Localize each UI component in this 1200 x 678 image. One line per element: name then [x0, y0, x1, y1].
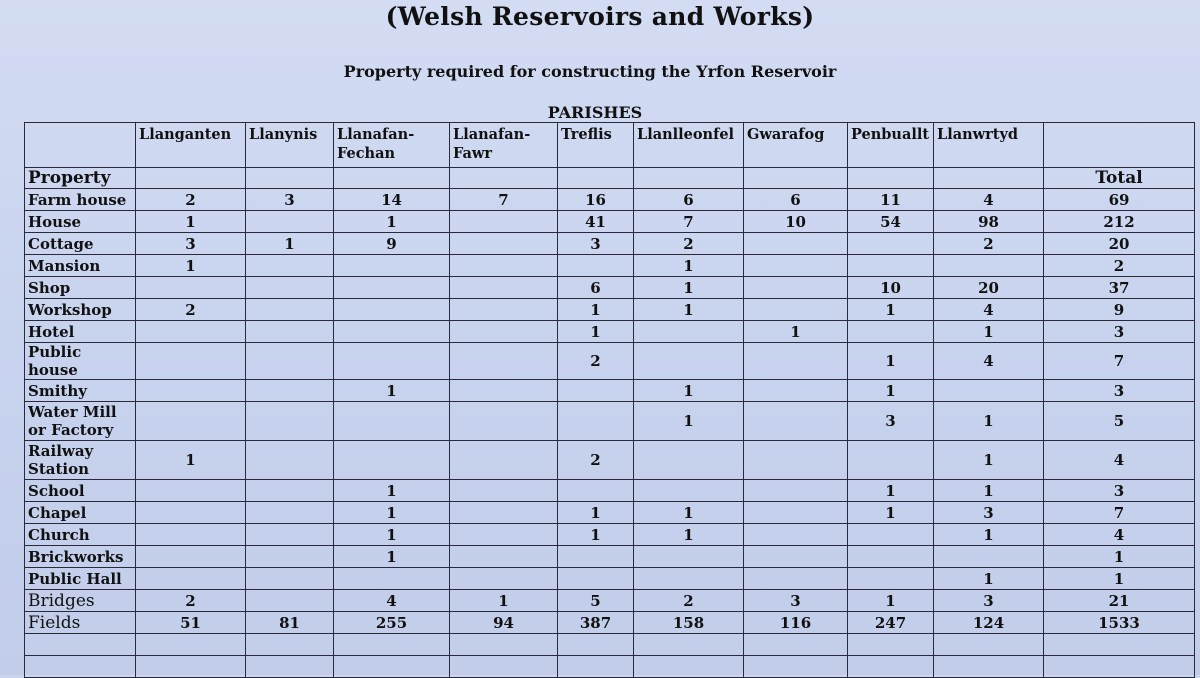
table-cell	[246, 343, 334, 380]
table-cell: 387	[558, 612, 634, 634]
table-cell: 5	[558, 590, 634, 612]
table-cell: 2	[558, 441, 634, 480]
table-cell	[450, 277, 558, 299]
row-label: Cottage	[25, 233, 136, 255]
row-total: 9	[1044, 299, 1195, 321]
row-total: 20	[1044, 233, 1195, 255]
table-cell: 1	[934, 441, 1044, 480]
table-cell	[744, 524, 848, 546]
table-cell: 1	[634, 277, 744, 299]
blank-cell	[25, 656, 136, 678]
blank-cell	[450, 634, 558, 656]
table-cell: 1	[450, 590, 558, 612]
table-cell: 1	[558, 524, 634, 546]
property-column-label: Property	[25, 168, 136, 189]
table-cell	[334, 321, 450, 343]
table-cell	[934, 255, 1044, 277]
row-label: Workshop	[25, 299, 136, 321]
table-cell: 1	[136, 441, 246, 480]
blank-cell	[634, 656, 744, 678]
table-cell: 1	[848, 502, 934, 524]
table-cell	[334, 343, 450, 380]
table-cell: 1	[934, 480, 1044, 502]
table-cell	[450, 402, 558, 441]
table-row	[25, 441, 1195, 480]
table-cell	[450, 321, 558, 343]
table-row	[25, 380, 1195, 402]
table-cell	[848, 524, 934, 546]
table-cell: 1	[334, 502, 450, 524]
row-total: 37	[1044, 277, 1195, 299]
row-label: Water Mill or Factory	[25, 402, 136, 441]
table-cell: 4	[934, 299, 1044, 321]
table-cell	[246, 441, 334, 480]
table-cell: 1	[848, 380, 934, 402]
table-row	[25, 321, 1195, 343]
table-cell	[558, 480, 634, 502]
blank-cell	[848, 168, 934, 189]
table-cell	[334, 402, 450, 441]
table-cell	[246, 546, 334, 568]
table-cell: 3	[934, 590, 1044, 612]
table-cell	[744, 255, 848, 277]
table-cell	[334, 255, 450, 277]
table-cell: 2	[558, 343, 634, 380]
table-cell	[634, 321, 744, 343]
table-cell	[246, 380, 334, 402]
table-cell	[744, 299, 848, 321]
table-cell: 10	[744, 211, 848, 233]
blank-cell	[634, 168, 744, 189]
table-cell	[246, 480, 334, 502]
table-cell: 54	[848, 211, 934, 233]
table-cell	[848, 546, 934, 568]
table-row	[25, 402, 1195, 441]
table-cell	[136, 343, 246, 380]
row-label: Public house	[25, 343, 136, 380]
table-row	[25, 590, 1195, 612]
table-row	[25, 277, 1195, 299]
blank-cell	[934, 656, 1044, 678]
row-total: 21	[1044, 590, 1195, 612]
table-cell	[334, 277, 450, 299]
table-row	[25, 189, 1195, 211]
blank-cell	[558, 656, 634, 678]
row-label: House	[25, 211, 136, 233]
table-cell	[450, 524, 558, 546]
parishes-heading: PARISHES	[547, 103, 643, 122]
table-cell	[246, 524, 334, 546]
row-total: 212	[1044, 211, 1195, 233]
blank-cell	[25, 634, 136, 656]
table-cell	[634, 441, 744, 480]
table-cell: 6	[744, 189, 848, 211]
row-total: 4	[1044, 441, 1195, 480]
row-label: Smithy	[25, 380, 136, 402]
table-cell	[450, 380, 558, 402]
table-cell: 1	[558, 321, 634, 343]
table-cell: 3	[848, 402, 934, 441]
header-blank-cell	[25, 123, 136, 168]
table-cell: 3	[558, 233, 634, 255]
table-cell	[744, 502, 848, 524]
table-cell: 1	[334, 524, 450, 546]
row-total: 1	[1044, 546, 1195, 568]
table-cell	[450, 211, 558, 233]
table-cell: 4	[934, 343, 1044, 380]
parish-header: Llanafan- Fechan	[334, 123, 450, 168]
table-cell	[450, 255, 558, 277]
table-cell	[558, 402, 634, 441]
property-table	[24, 122, 1195, 678]
table-cell: 1	[934, 568, 1044, 590]
table-header-row	[25, 123, 1195, 168]
table-cell	[744, 277, 848, 299]
table-cell	[334, 441, 450, 480]
row-label: Shop	[25, 277, 136, 299]
table-cell	[246, 568, 334, 590]
table-cell	[136, 502, 246, 524]
table-cell	[744, 441, 848, 480]
table-cell	[136, 546, 246, 568]
blank-cell	[744, 656, 848, 678]
table-cell	[450, 233, 558, 255]
parish-header: Llanynis	[246, 123, 334, 168]
blank-cell	[848, 634, 934, 656]
row-label: Bridges	[25, 590, 136, 612]
table-row	[25, 233, 1195, 255]
table-cell: 116	[744, 612, 848, 634]
table-cell	[246, 402, 334, 441]
table-cell	[246, 321, 334, 343]
table-cell: 3	[744, 590, 848, 612]
table-cell	[450, 343, 558, 380]
table-cell: 1	[848, 343, 934, 380]
row-total: 69	[1044, 189, 1195, 211]
table-cell: 1	[334, 480, 450, 502]
table-cell	[634, 546, 744, 568]
table-cell: 1	[136, 255, 246, 277]
table-cell: 3	[934, 502, 1044, 524]
table-cell	[136, 321, 246, 343]
blank-cell	[634, 634, 744, 656]
table-cell	[848, 321, 934, 343]
document-subtitle: Property required for constructing the Yrfon Reservoir	[343, 62, 837, 81]
table-cell	[744, 546, 848, 568]
table-cell	[136, 524, 246, 546]
blank-cell	[744, 168, 848, 189]
row-label: Public Hall	[25, 568, 136, 590]
table-cell	[246, 590, 334, 612]
table-cell	[246, 299, 334, 321]
table-cell	[136, 380, 246, 402]
table-cell	[450, 568, 558, 590]
table-cell: 1	[634, 299, 744, 321]
table-cell	[848, 255, 934, 277]
row-label: Hotel	[25, 321, 136, 343]
table-cell	[848, 233, 934, 255]
table-cell: 1	[558, 299, 634, 321]
table-cell: 2	[136, 189, 246, 211]
blank-cell	[334, 168, 450, 189]
table-cell: 1	[848, 480, 934, 502]
table-cell	[450, 480, 558, 502]
table-cell	[934, 546, 1044, 568]
table-cell	[744, 568, 848, 590]
blank-cell	[934, 168, 1044, 189]
property-header-row	[25, 168, 1195, 189]
row-label: Chapel	[25, 502, 136, 524]
table-cell	[136, 480, 246, 502]
table-cell: 98	[934, 211, 1044, 233]
blank-cell	[558, 168, 634, 189]
parish-header: Llanwrtyd	[934, 123, 1044, 168]
table-cell: 6	[634, 189, 744, 211]
blank-cell	[246, 634, 334, 656]
table-cell: 1	[934, 524, 1044, 546]
table-cell: 1	[934, 402, 1044, 441]
table-cell	[558, 255, 634, 277]
table-row	[25, 612, 1195, 634]
table-cell	[744, 233, 848, 255]
blank-cell	[558, 634, 634, 656]
table-cell	[744, 380, 848, 402]
blank-cell	[334, 634, 450, 656]
table-cell: 1	[634, 502, 744, 524]
table-cell: 158	[634, 612, 744, 634]
table-cell: 7	[634, 211, 744, 233]
row-total: 3	[1044, 380, 1195, 402]
table-cell: 2	[934, 233, 1044, 255]
table-row	[25, 568, 1195, 590]
row-total: 7	[1044, 343, 1195, 380]
table-cell: 16	[558, 189, 634, 211]
table-cell	[450, 299, 558, 321]
table-cell: 1	[246, 233, 334, 255]
parish-header: Treflis	[558, 123, 634, 168]
row-label: Brickworks	[25, 546, 136, 568]
table-cell: 1	[934, 321, 1044, 343]
table-cell: 6	[558, 277, 634, 299]
table-cell: 4	[934, 189, 1044, 211]
row-label: Mansion	[25, 255, 136, 277]
table-cell	[848, 441, 934, 480]
table-cell	[246, 255, 334, 277]
table-row	[25, 502, 1195, 524]
parish-header: Llanganten	[136, 123, 246, 168]
table-cell	[450, 502, 558, 524]
table-row	[25, 546, 1195, 568]
row-total: 1	[1044, 568, 1195, 590]
table-cell: 3	[136, 233, 246, 255]
parish-header: Gwarafog	[744, 123, 848, 168]
table-cell: 94	[450, 612, 558, 634]
table-cell: 9	[334, 233, 450, 255]
table-cell	[334, 299, 450, 321]
table-cell: 1	[334, 546, 450, 568]
table-cell	[744, 343, 848, 380]
row-label: School	[25, 480, 136, 502]
row-total: 3	[1044, 321, 1195, 343]
table-cell: 2	[634, 590, 744, 612]
table-cell	[634, 480, 744, 502]
table-cell: 10	[848, 277, 934, 299]
blank-cell	[334, 656, 450, 678]
empty-row	[25, 656, 1195, 678]
table-cell: 1	[558, 502, 634, 524]
table-cell: 2	[136, 590, 246, 612]
blank-cell	[1044, 634, 1195, 656]
table-row	[25, 524, 1195, 546]
table-cell: 1	[634, 380, 744, 402]
table-cell: 1	[634, 524, 744, 546]
table-cell: 255	[334, 612, 450, 634]
blank-cell	[1044, 656, 1195, 678]
table-cell	[634, 343, 744, 380]
table-cell	[558, 568, 634, 590]
blank-cell	[136, 656, 246, 678]
row-total: 5	[1044, 402, 1195, 441]
table-cell: 41	[558, 211, 634, 233]
blank-cell	[848, 656, 934, 678]
blank-cell	[246, 656, 334, 678]
table-row	[25, 255, 1195, 277]
table-cell: 1	[136, 211, 246, 233]
parish-header: Penbuallt	[848, 123, 934, 168]
table-cell: 11	[848, 189, 934, 211]
table-cell	[744, 480, 848, 502]
table-cell: 2	[634, 233, 744, 255]
blank-cell	[450, 656, 558, 678]
empty-row	[25, 634, 1195, 656]
table-cell: 2	[136, 299, 246, 321]
header-blank-cell	[1044, 123, 1195, 168]
table-cell: 4	[334, 590, 450, 612]
row-total: 4	[1044, 524, 1195, 546]
blank-cell	[136, 634, 246, 656]
blank-cell	[934, 634, 1044, 656]
blank-cell	[246, 168, 334, 189]
total-column-label: Total	[1044, 168, 1195, 189]
row-total: 7	[1044, 502, 1195, 524]
table-cell: 1	[848, 299, 934, 321]
table-cell: 247	[848, 612, 934, 634]
table-cell: 7	[450, 189, 558, 211]
table-cell	[136, 402, 246, 441]
table-cell	[246, 211, 334, 233]
row-label: Church	[25, 524, 136, 546]
table-cell	[634, 568, 744, 590]
row-label: Farm house	[25, 189, 136, 211]
parish-header: Llanafan- Fawr	[450, 123, 558, 168]
table-cell	[136, 277, 246, 299]
table-cell	[450, 546, 558, 568]
table-row	[25, 211, 1195, 233]
row-total: 2	[1044, 255, 1195, 277]
table-cell: 1	[634, 255, 744, 277]
table-cell	[334, 568, 450, 590]
table-row	[25, 299, 1195, 321]
row-label: Railway Station	[25, 441, 136, 480]
table-cell: 20	[934, 277, 1044, 299]
row-label: Fields	[25, 612, 136, 634]
table-cell	[934, 380, 1044, 402]
table-cell	[558, 546, 634, 568]
table-cell: 1	[848, 590, 934, 612]
table-cell	[744, 402, 848, 441]
table-cell	[246, 502, 334, 524]
table-row	[25, 480, 1195, 502]
table-cell: 14	[334, 189, 450, 211]
table-cell: 1	[334, 211, 450, 233]
table-cell	[450, 441, 558, 480]
table-cell	[136, 568, 246, 590]
table-cell: 1	[744, 321, 848, 343]
parish-header: Llanlleonfel	[634, 123, 744, 168]
table-cell	[848, 568, 934, 590]
blank-cell	[744, 634, 848, 656]
table-cell: 81	[246, 612, 334, 634]
table-cell: 1	[634, 402, 744, 441]
table-cell: 51	[136, 612, 246, 634]
table-cell: 1	[334, 380, 450, 402]
table-cell	[246, 277, 334, 299]
table-row	[25, 343, 1195, 380]
row-total: 1533	[1044, 612, 1195, 634]
table-cell	[558, 380, 634, 402]
table-cell: 3	[246, 189, 334, 211]
table-cell: 124	[934, 612, 1044, 634]
document-title: (Welsh Reservoirs and Works)	[385, 2, 815, 31]
blank-cell	[136, 168, 246, 189]
row-total: 3	[1044, 480, 1195, 502]
blank-cell	[450, 168, 558, 189]
